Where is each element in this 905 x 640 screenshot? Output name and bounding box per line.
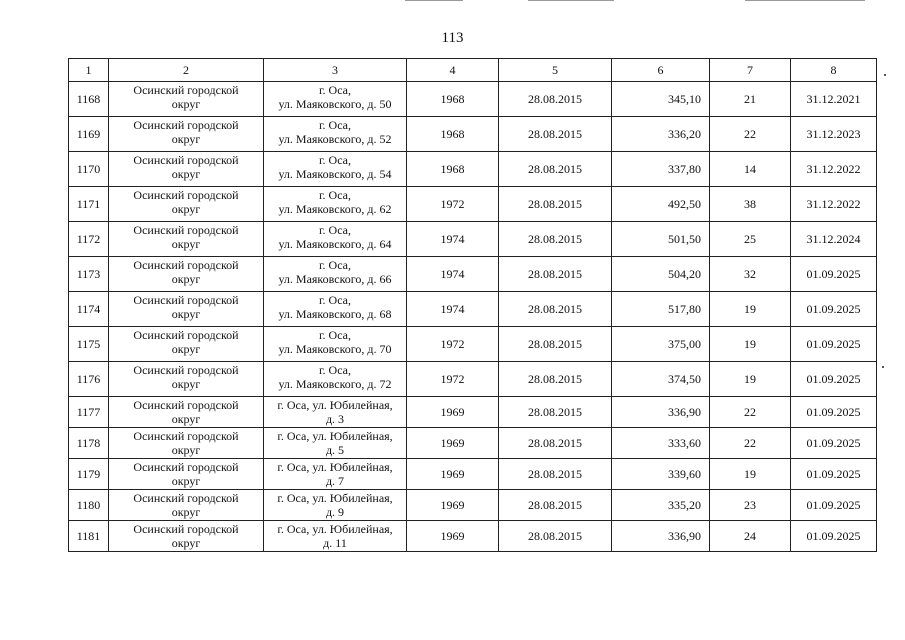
count-cell: 21: [710, 82, 791, 117]
municipality-cell: Осинский городской округ: [109, 397, 264, 428]
area-cell: 339,60: [612, 459, 710, 490]
date-cell: 28.08.2015: [499, 490, 612, 521]
address-cell: г. Оса, ул. Маяковского, д. 54: [264, 152, 407, 187]
address-cell: г. Оса, ул. Маяковского, д. 68: [264, 292, 407, 327]
address-cell: г. Оса, ул. Юбилейная, д. 7: [264, 459, 407, 490]
count-cell: 19: [710, 292, 791, 327]
row-number: 1174: [69, 292, 109, 327]
area-cell: 336,90: [612, 521, 710, 552]
count-cell: 19: [710, 327, 791, 362]
count-cell: 38: [710, 187, 791, 222]
row-number: 1179: [69, 459, 109, 490]
municipality-cell: Осинский городской округ: [109, 117, 264, 152]
header-row: [69, 59, 877, 82]
column-header: 4: [407, 59, 499, 82]
year-cell: 1969: [407, 397, 499, 428]
date-cell: 28.08.2015: [499, 187, 612, 222]
row-number: 1172: [69, 222, 109, 257]
address-cell: г. Оса, ул. Юбилейная, д. 5: [264, 428, 407, 459]
table-row: [69, 327, 877, 362]
year-cell: 1972: [407, 327, 499, 362]
municipality-cell: Осинский городской округ: [109, 459, 264, 490]
date-cell: 28.08.2015: [499, 428, 612, 459]
column-header: 5: [499, 59, 612, 82]
address-cell: г. Оса, ул. Юбилейная, д. 9: [264, 490, 407, 521]
row-number: 1180: [69, 490, 109, 521]
row-number: 1177: [69, 397, 109, 428]
table-row: [69, 222, 877, 257]
row-number: 1170: [69, 152, 109, 187]
count-cell: 19: [710, 362, 791, 397]
count-cell: 19: [710, 459, 791, 490]
area-cell: 504,20: [612, 257, 710, 292]
date-cell: 28.08.2015: [499, 292, 612, 327]
deadline-cell: 01.09.2025: [791, 257, 877, 292]
column-header: 7: [710, 59, 791, 82]
deadline-cell: 31.12.2022: [791, 152, 877, 187]
address-cell: г. Оса, ул. Маяковского, д. 64: [264, 222, 407, 257]
date-cell: 28.08.2015: [499, 327, 612, 362]
year-cell: 1969: [407, 490, 499, 521]
deadline-cell: 31.12.2024: [791, 222, 877, 257]
row-number: 1181: [69, 521, 109, 552]
table-row: [69, 82, 877, 117]
deadline-cell: 01.09.2025: [791, 521, 877, 552]
count-cell: 24: [710, 521, 791, 552]
address-cell: г. Оса, ул. Юбилейная, д. 11: [264, 521, 407, 552]
table-row: [69, 521, 877, 552]
row-number: 1169: [69, 117, 109, 152]
address-cell: г. Оса, ул. Маяковского, д. 62: [264, 187, 407, 222]
date-cell: 28.08.2015: [499, 362, 612, 397]
scan-speck: [884, 74, 886, 76]
area-cell: 374,50: [612, 362, 710, 397]
area-cell: 337,80: [612, 152, 710, 187]
table-row: [69, 292, 877, 327]
table-row: [69, 459, 877, 490]
count-cell: 23: [710, 490, 791, 521]
municipality-cell: Осинский городской округ: [109, 187, 264, 222]
column-header: 6: [612, 59, 710, 82]
area-cell: 333,60: [612, 428, 710, 459]
scan-speck: [882, 366, 884, 368]
municipality-cell: Осинский городской округ: [109, 222, 264, 257]
row-number: 1175: [69, 327, 109, 362]
deadline-cell: 01.09.2025: [791, 362, 877, 397]
top-scan-rule: [745, 0, 865, 1]
top-scan-rule: [528, 0, 614, 1]
year-cell: 1974: [407, 257, 499, 292]
deadline-cell: 31.12.2022: [791, 187, 877, 222]
date-cell: 28.08.2015: [499, 152, 612, 187]
address-cell: г. Оса, ул. Юбилейная, д. 3: [264, 397, 407, 428]
municipality-cell: Осинский городской округ: [109, 82, 264, 117]
area-cell: 345,10: [612, 82, 710, 117]
page-number: 113: [441, 30, 464, 46]
deadline-cell: 01.09.2025: [791, 459, 877, 490]
date-cell: 28.08.2015: [499, 257, 612, 292]
deadline-cell: 01.09.2025: [791, 397, 877, 428]
address-cell: г. Оса, ул. Маяковского, д. 70: [264, 327, 407, 362]
date-cell: 28.08.2015: [499, 397, 612, 428]
row-number: 1171: [69, 187, 109, 222]
count-cell: 14: [710, 152, 791, 187]
date-cell: 28.08.2015: [499, 222, 612, 257]
table-row: [69, 152, 877, 187]
table-row: [69, 257, 877, 292]
table-row: [69, 397, 877, 428]
column-header: 3: [264, 59, 407, 82]
year-cell: 1969: [407, 459, 499, 490]
area-cell: 336,90: [612, 397, 710, 428]
municipality-cell: Осинский городской округ: [109, 362, 264, 397]
area-cell: 375,00: [612, 327, 710, 362]
row-number: 1168: [69, 82, 109, 117]
year-cell: 1968: [407, 117, 499, 152]
area-cell: 501,50: [612, 222, 710, 257]
count-cell: 32: [710, 257, 791, 292]
year-cell: 1969: [407, 428, 499, 459]
deadline-cell: 31.12.2021: [791, 82, 877, 117]
deadline-cell: 01.09.2025: [791, 327, 877, 362]
municipality-cell: Осинский городской округ: [109, 327, 264, 362]
address-cell: г. Оса, ул. Маяковского, д. 50: [264, 82, 407, 117]
municipality-cell: Осинский городской округ: [109, 428, 264, 459]
municipality-cell: Осинский городской округ: [109, 490, 264, 521]
date-cell: 28.08.2015: [499, 459, 612, 490]
year-cell: 1968: [407, 82, 499, 117]
top-scan-rule: [405, 0, 463, 1]
deadline-cell: 31.12.2023: [791, 117, 877, 152]
address-cell: г. Оса, ул. Маяковского, д. 66: [264, 257, 407, 292]
year-cell: 1972: [407, 187, 499, 222]
column-header: 1: [69, 59, 109, 82]
year-cell: 1969: [407, 521, 499, 552]
row-number: 1178: [69, 428, 109, 459]
year-cell: 1972: [407, 362, 499, 397]
count-cell: 25: [710, 222, 791, 257]
date-cell: 28.08.2015: [499, 117, 612, 152]
row-number: 1176: [69, 362, 109, 397]
column-header: 8: [791, 59, 877, 82]
area-cell: 517,80: [612, 292, 710, 327]
count-cell: 22: [710, 428, 791, 459]
registry-table: [68, 58, 877, 552]
year-cell: 1974: [407, 222, 499, 257]
year-cell: 1974: [407, 292, 499, 327]
date-cell: 28.08.2015: [499, 82, 612, 117]
table-row: [69, 428, 877, 459]
table-row: [69, 187, 877, 222]
date-cell: 28.08.2015: [499, 521, 612, 552]
area-cell: 335,20: [612, 490, 710, 521]
count-cell: 22: [710, 397, 791, 428]
area-cell: 492,50: [612, 187, 710, 222]
municipality-cell: Осинский городской округ: [109, 257, 264, 292]
table-row: [69, 117, 877, 152]
address-cell: г. Оса, ул. Маяковского, д. 52: [264, 117, 407, 152]
municipality-cell: Осинский городской округ: [109, 521, 264, 552]
address-cell: г. Оса, ул. Маяковского, д. 72: [264, 362, 407, 397]
deadline-cell: 01.09.2025: [791, 292, 877, 327]
table-row: [69, 490, 877, 521]
count-cell: 22: [710, 117, 791, 152]
column-header: 2: [109, 59, 264, 82]
year-cell: 1968: [407, 152, 499, 187]
area-cell: 336,20: [612, 117, 710, 152]
municipality-cell: Осинский городской округ: [109, 292, 264, 327]
row-number: 1173: [69, 257, 109, 292]
municipality-cell: Осинский городской округ: [109, 152, 264, 187]
table-row: [69, 362, 877, 397]
deadline-cell: 01.09.2025: [791, 428, 877, 459]
deadline-cell: 01.09.2025: [791, 490, 877, 521]
